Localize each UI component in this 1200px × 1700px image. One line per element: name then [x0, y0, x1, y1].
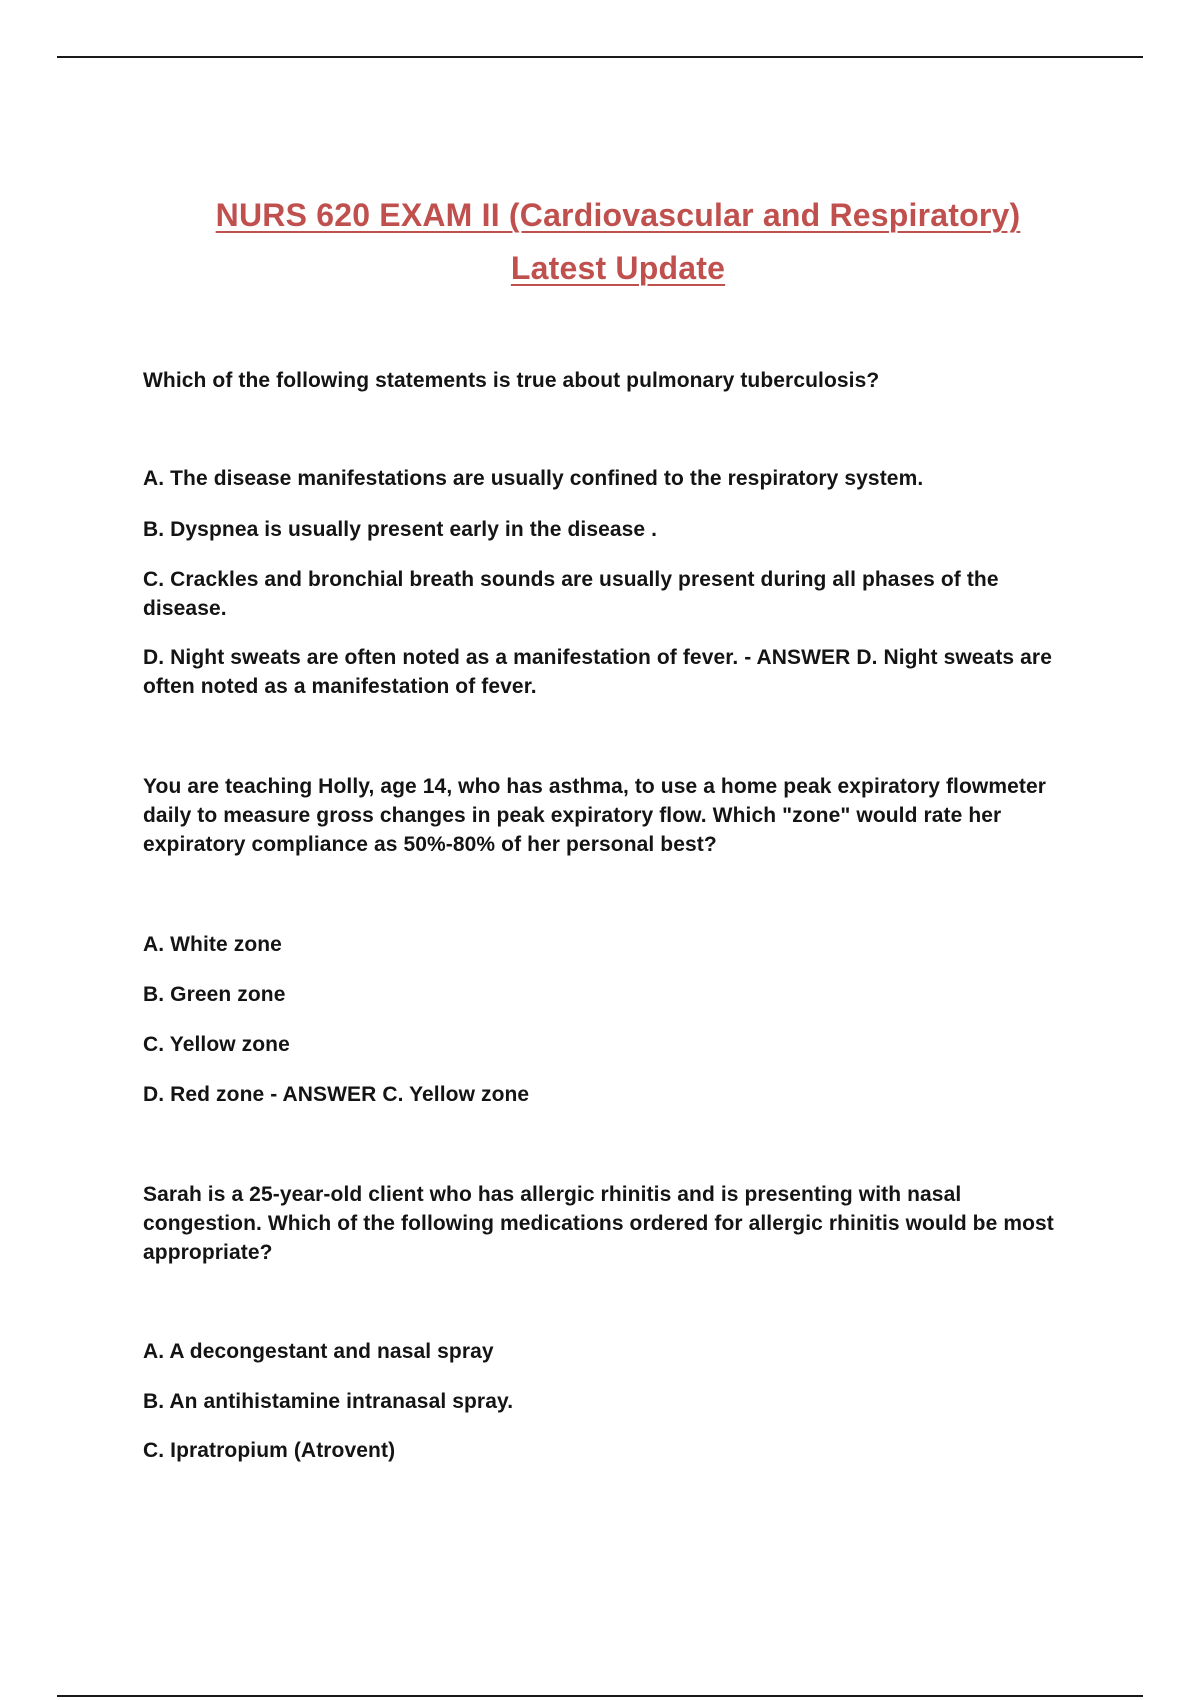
question-2-option-d-answer: D. Red zone - ANSWER C. Yellow zone — [143, 1083, 530, 1106]
question-2-option-c: C. Yellow zone — [143, 1033, 290, 1056]
question-2-option-a: A. White zone — [143, 933, 282, 956]
question-1-option-a: A. The disease manifestations are usually confined to the respiratory system. — [143, 467, 924, 490]
question-3: Sarah is a 25-year-old client who has allergic rhinitis and is presenting with nasal congestion. Which of the following medications ordered for allergic rhinitis would be most appropriate? — [143, 1183, 1054, 1264]
footer-rule — [57, 1695, 1143, 1697]
document-subtitle: Latest Update — [510, 250, 726, 286]
question-1: Which of the following statements is true about pulmonary tuberculosis? — [143, 369, 880, 392]
question-2-option-b: B. Green zone — [143, 983, 286, 1006]
question-1-option-c: C. Crackles and bronchial breath sounds are usually present during all phases of the disease. — [143, 568, 999, 620]
question-1-option-b: B. Dyspnea is usually present early in the disease . — [143, 518, 658, 541]
question-3-option-a: A. A decongestant and nasal spray — [143, 1340, 494, 1363]
header-rule — [57, 56, 1143, 58]
question-3-option-b: B. An antihistamine intranasal spray. — [143, 1390, 514, 1413]
question-2: You are teaching Holly, age 14, who has asthma, to use a home peak expiratory flowmeter daily to measure gross changes in peak expiratory flow. Which "zone" would rate her expiratory compliance as 50%-80% of her personal best? — [143, 775, 1047, 856]
question-3-option-c: C. Ipratropium (Atrovent) — [143, 1439, 396, 1462]
document-title: NURS 620 EXAM II (Cardiovascular and Respiratory) — [215, 197, 1021, 233]
question-1-option-d-answer: D. Night sweats are often noted as a manifestation of fever. - ANSWER D. Night sweats are often noted as a manifestation of fever. — [143, 646, 1052, 698]
